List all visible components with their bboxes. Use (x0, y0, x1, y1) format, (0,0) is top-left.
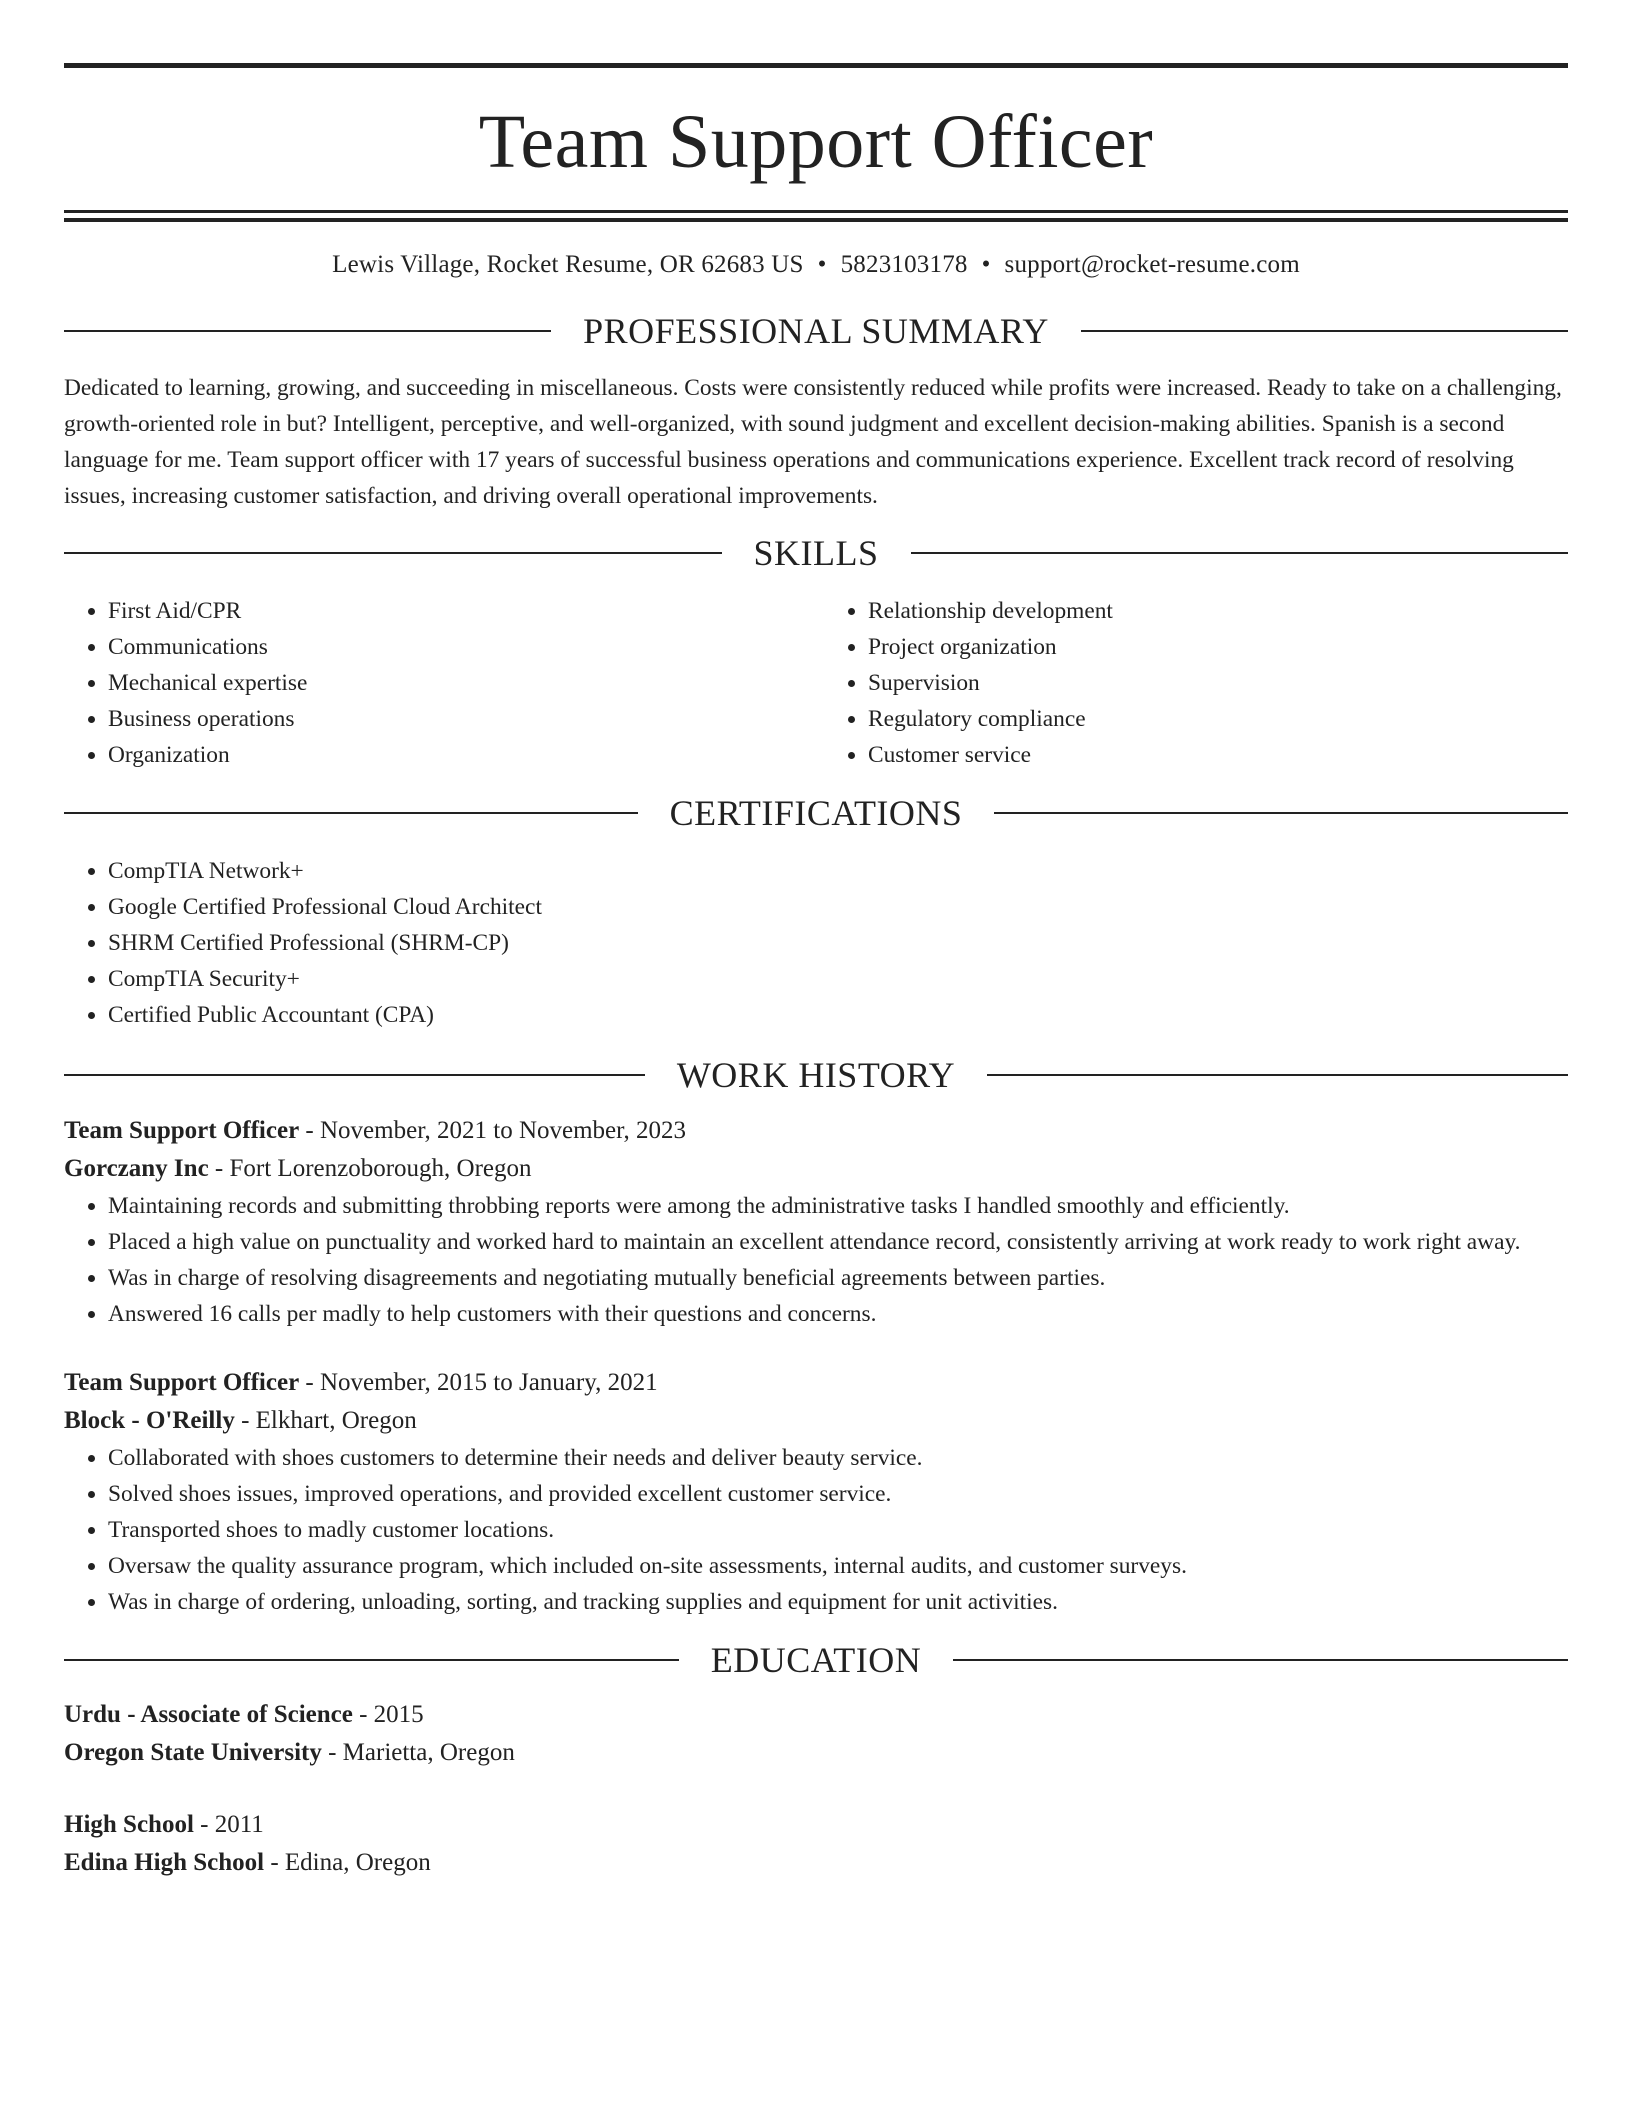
skills-heading (64, 533, 1568, 573)
education-school: Oregon State University (64, 1739, 322, 1766)
skill-item: • Mechanical expertise (108, 665, 808, 701)
education-heading-text: EDUCATION (710, 1640, 922, 1680)
job-bullet: • Answered 16 calls per madly to help customers with their questions and concerns. (108, 1296, 1568, 1332)
contact-phone: 5823103178 (840, 251, 968, 278)
certifications-list (64, 853, 1568, 1033)
education-school-line (64, 1844, 1568, 1882)
skill-item: • Business operations (108, 701, 808, 737)
title-double-rule (64, 210, 1568, 222)
contact-separator: • (817, 251, 827, 278)
job-company-line (64, 1150, 1568, 1188)
job-bullet: • Solved shoes issues, improved operations, and provided excellent customer service. (108, 1476, 1568, 1512)
contact-separator: • (981, 251, 991, 278)
education-entry (64, 1806, 1568, 1882)
contact-email: support@rocket-resume.com (1004, 251, 1300, 278)
job-responsibilities (64, 1188, 1568, 1332)
certification-item: • CompTIA Security+ (108, 961, 1568, 997)
education-school-line (64, 1734, 1568, 1772)
job-title: Team Support Officer (64, 1369, 300, 1396)
job-dates: - November, 2015 to January, 2021 (299, 1369, 658, 1396)
job-location: - Elkhart, Oregon (234, 1407, 417, 1434)
contact-address: Lewis Village, Rocket Resume, OR 62683 US (332, 251, 804, 278)
certifications-heading (64, 793, 1568, 833)
summary-heading (64, 311, 1568, 351)
education-degree: High School (64, 1811, 194, 1838)
contact-line (64, 250, 1568, 280)
skills-column-left (64, 593, 808, 773)
job-title-line (64, 1112, 1568, 1150)
skill-item: • Communications (108, 629, 808, 665)
job-entry (64, 1364, 1568, 1620)
job-bullet: • Oversaw the quality assurance program, which included on-site assessments, internal audits, and customer surveys. (108, 1548, 1568, 1584)
job-company-line (64, 1402, 1568, 1440)
job-title: Team Support Officer (64, 1117, 300, 1144)
skills-column-right (808, 593, 1568, 773)
job-bullet: • Collaborated with shoes customers to determine their needs and deliver beauty service. (108, 1440, 1568, 1476)
job-responsibilities (64, 1440, 1568, 1620)
resume-title: Team Support Officer (478, 100, 1154, 184)
skill-item: • Organization (108, 737, 808, 773)
job-bullet: • Was in charge of ordering, unloading, sorting, and tracking supplies and equipment for unit activities. (108, 1584, 1568, 1620)
job-bullet: • Was in charge of resolving disagreements and negotiating mutually beneficial agreements between parties. (108, 1260, 1568, 1296)
skill-item: • Customer service (868, 737, 1568, 773)
job-bullet: • Maintaining records and submitting throbbing reports were among the administrative tasks I handled smoothly and efficiently. (108, 1188, 1568, 1224)
job-bullet: • Transported shoes to madly customer locations. (108, 1512, 1568, 1548)
skill-item: • Relationship development (868, 593, 1568, 629)
education-heading (64, 1640, 1568, 1680)
education-school: Edina High School (64, 1849, 265, 1876)
skills-heading-text: SKILLS (753, 533, 879, 573)
job-bullet: • Placed a high value on punctuality and worked hard to maintain an excellent attendance record, consistently arriving at work ready to work right away. (108, 1224, 1568, 1260)
certification-item: • Certified Public Accountant (CPA) (108, 997, 1568, 1033)
skill-item: • First Aid/CPR (108, 593, 808, 629)
education-year: - 2015 (352, 1701, 424, 1728)
job-location: - Fort Lorenzoborough, Oregon (208, 1155, 532, 1182)
work-history-heading-text: WORK HISTORY (676, 1055, 956, 1095)
certification-item: • CompTIA Network+ (108, 853, 1568, 889)
job-dates: - November, 2021 to November, 2023 (299, 1117, 686, 1144)
skill-item: • Project organization (868, 629, 1568, 665)
education-location: - Marietta, Oregon (321, 1739, 515, 1766)
certifications-heading-text: CERTIFICATIONS (669, 793, 963, 833)
skills-list (64, 593, 1568, 773)
certification-item: • SHRM Certified Professional (SHRM-CP) (108, 925, 1568, 961)
summary-heading-text: PROFESSIONAL SUMMARY (583, 311, 1049, 351)
certification-item: • Google Certified Professional Cloud Architect (108, 889, 1568, 925)
top-rule (64, 63, 1568, 68)
job-entry (64, 1112, 1568, 1332)
skill-item: • Regulatory compliance (868, 701, 1568, 737)
job-company: Block - O'Reilly (64, 1407, 235, 1434)
education-location: - Edina, Oregon (264, 1849, 431, 1876)
education-degree-line (64, 1806, 1568, 1844)
skill-item: • Supervision (868, 665, 1568, 701)
job-company: Gorczany Inc (64, 1155, 209, 1182)
work-history-heading (64, 1055, 1568, 1095)
education-degree-line (64, 1696, 1568, 1734)
education-degree: Urdu - Associate of Science (64, 1701, 353, 1728)
education-year: - 2011 (193, 1811, 264, 1838)
education-entry (64, 1696, 1568, 1772)
job-title-line (64, 1364, 1568, 1402)
summary-text: Dedicated to learning, growing, and succeeding in miscellaneous. Costs were consistently reduced while profits were increased. Ready to take on a challenging, growth-oriented role in but? Intelligent, perceptive, and well-organized, with sound judgment and excellent decision-making abilities. Spanish is a second language for me. Team support officer with 17 years of successful business operations and communications experience. Excellent track record of resolving issues, increasing customer satisfaction, and driving overall operational improvements. (64, 375, 1562, 509)
